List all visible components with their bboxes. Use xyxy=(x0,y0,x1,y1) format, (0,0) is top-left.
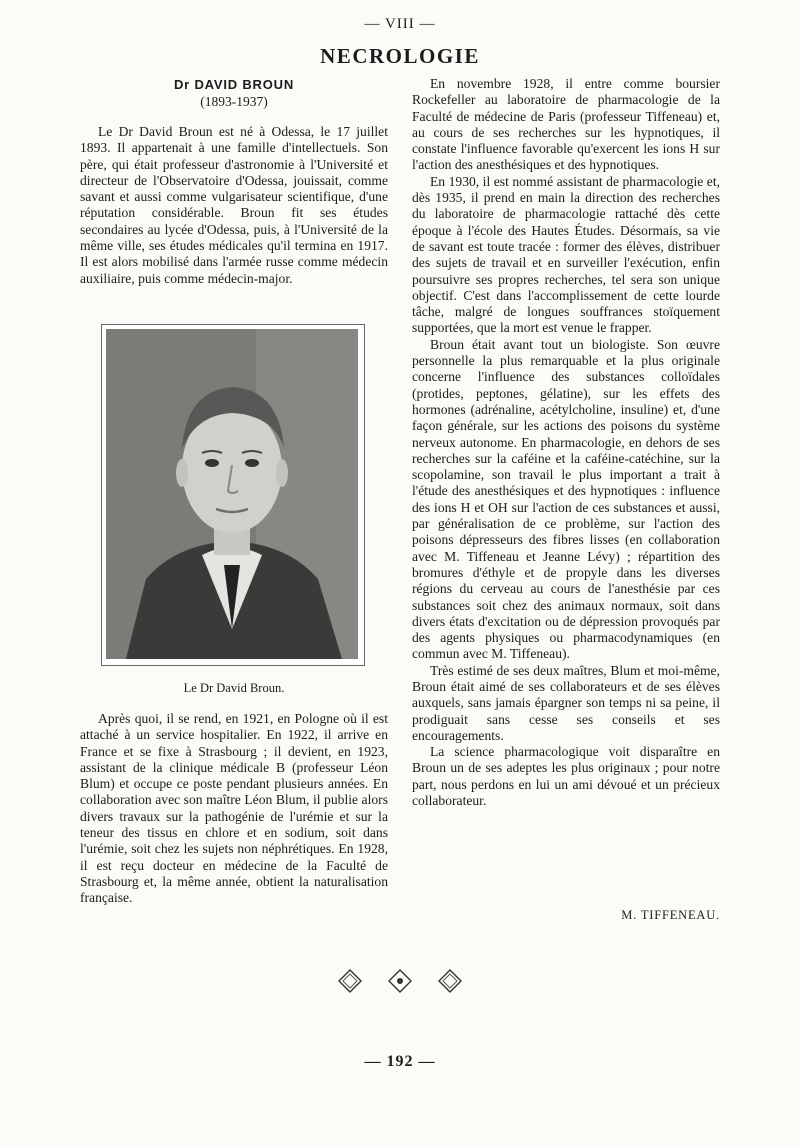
paragraph: La science pharmacologique voit disparaître en Broun un de ses adeptes les plus originaux ; pour notre part, nous perdons en lui un ami dévoué et un précieux collaborateur. xyxy=(412,744,720,809)
left-column-bottom xyxy=(80,711,388,907)
diamond-ornament-icon xyxy=(337,968,363,994)
paragraph: Le Dr David Broun est né à Odessa, le 17 juillet 1893. Il appartenait à une famille d'intellectuels. Son père, qui était professeur d'astronomie à l'Université et directeur de l'Observatoire d'Odessa, jouissait, comme savant et aussi comme vulgarisateur scientifique, d'une réputation considérable. Broun fit ses études secondaires au lycée d'Odessa, puis, à l'Université de la même ville, ses études médicales qu'il termina en 1917. Il est alors mobilisé dans l'armée russe comme médecin auxiliaire, puis comme médecin-major. xyxy=(80,124,388,286)
right-column xyxy=(412,76,720,809)
photo-caption: Le Dr David Broun. xyxy=(183,681,285,695)
paragraph: Très estimé de ses deux maîtres, Blum et moi-même, Broun était aimé de ses collaborateurs et de ses élèves auxquels, sans jamais épargner son temps ni sa peine, il prodiguait sans cesse ses conseils et ses encouragements. xyxy=(412,662,720,743)
paragraph: Broun était avant tout un biologiste. Son œuvre personnelle la plus remarquable et la plus originale concerne l'influence des substances colloïdales (protides, peptones, gélatine), sur les effets des hormones (adrénaline, acétylcholine, insuline) et, d'une façon générale, sur les actions des poisons du système nerveux autonome. En pharmacologie, en dehors de ses recherches sur la caféine et la caféine-catéchine, sur la scopolamine, son travail le plus important a trait à l'étude des anesthésiques et des hypnotiques : influence des ions H et OH sur l'action de ces substances et aussi, par généralisation de ce problème, sur l'action des poisons dépresseurs des fibres lisses (en collaboration avec M. Tiffeneau et Jeanne Lévy) ; répartition des bromures d'éthyle et de propyle dans les diverses régions du cerveau au cours de l'anesthésie par ces substances soit chez des animaux normaux, soit dans divers états d'excitation ou de dépression provoqués par des agents physiques ou pharmacodynamiques (en commun avec M. Tiffeneau). xyxy=(412,336,720,662)
diamond-ornament-icon xyxy=(387,968,413,994)
paragraph: Après quoi, il se rend, en 1921, en Pologne où il est attaché à un service hospitalier. En 1922, il arrive en France et se fixe à Strasbourg ; il devient, en 1923, assistant de la clinique médicale B (professeur Léon Blum) et occupe ce poste pendant plusieurs années. En collaboration avec son maître Léon Blum, il publie alors divers travaux sur la pathogénie de l'urémie et sur la teneur des tissus en chlore et en sodium, soit dans l'urémie, soit chez les sujets non néphrétiques. En 1928, il est reçu docteur en médecine de la Faculté de Strasbourg et, la même année, obtient la naturalisation française. xyxy=(80,711,388,906)
diamond-ornament-icon xyxy=(437,968,463,994)
paragraph: En novembre 1928, il entre comme boursier Rockefeller au laboratoire de pharmacologie de la Faculté de médecine de Paris (professeur Tiffeneau) et, au cours de ses recherches sur les hypnotiques, il constate l'influence favorable qu'exercent les ions H sur l'action des anesthésiques et des hypnotiques. xyxy=(412,76,720,173)
left-column-top xyxy=(80,124,388,287)
section-title: NECROLOGIE xyxy=(320,44,480,68)
paragraph: En 1930, il est nommé assistant de pharmacologie et, dès 1935, il prend en main la direction des recherches du laboratoire de pharmacologie rattaché dès cette époque à l'école des Hautes Études. Désormais, sa vie de savant est toute tracée : former des élèves, distribuer des sujets de travail et en surveiller l'exécution, enfin poursuivre ses propres recherches, tel sera son unique objectif. C'est dans l'accomplissement de cette lourde tâche, malgré de longues souffrances stoïquement supportées, que la mort est venue le frapper. xyxy=(412,173,720,336)
obituary-dates: (1893-1937) xyxy=(200,94,268,109)
portrait-image xyxy=(106,329,358,659)
portrait-photo xyxy=(101,324,365,666)
ornament-divider xyxy=(0,968,800,999)
author-signature: M. TIFFENEAU. xyxy=(621,908,720,922)
page-roman-numeral: — VIII — xyxy=(364,16,436,32)
page-number: — 192 — xyxy=(364,1053,436,1070)
obituary-name: Dr DAVID BROUN xyxy=(173,77,295,92)
portrait-illustration xyxy=(106,329,358,659)
